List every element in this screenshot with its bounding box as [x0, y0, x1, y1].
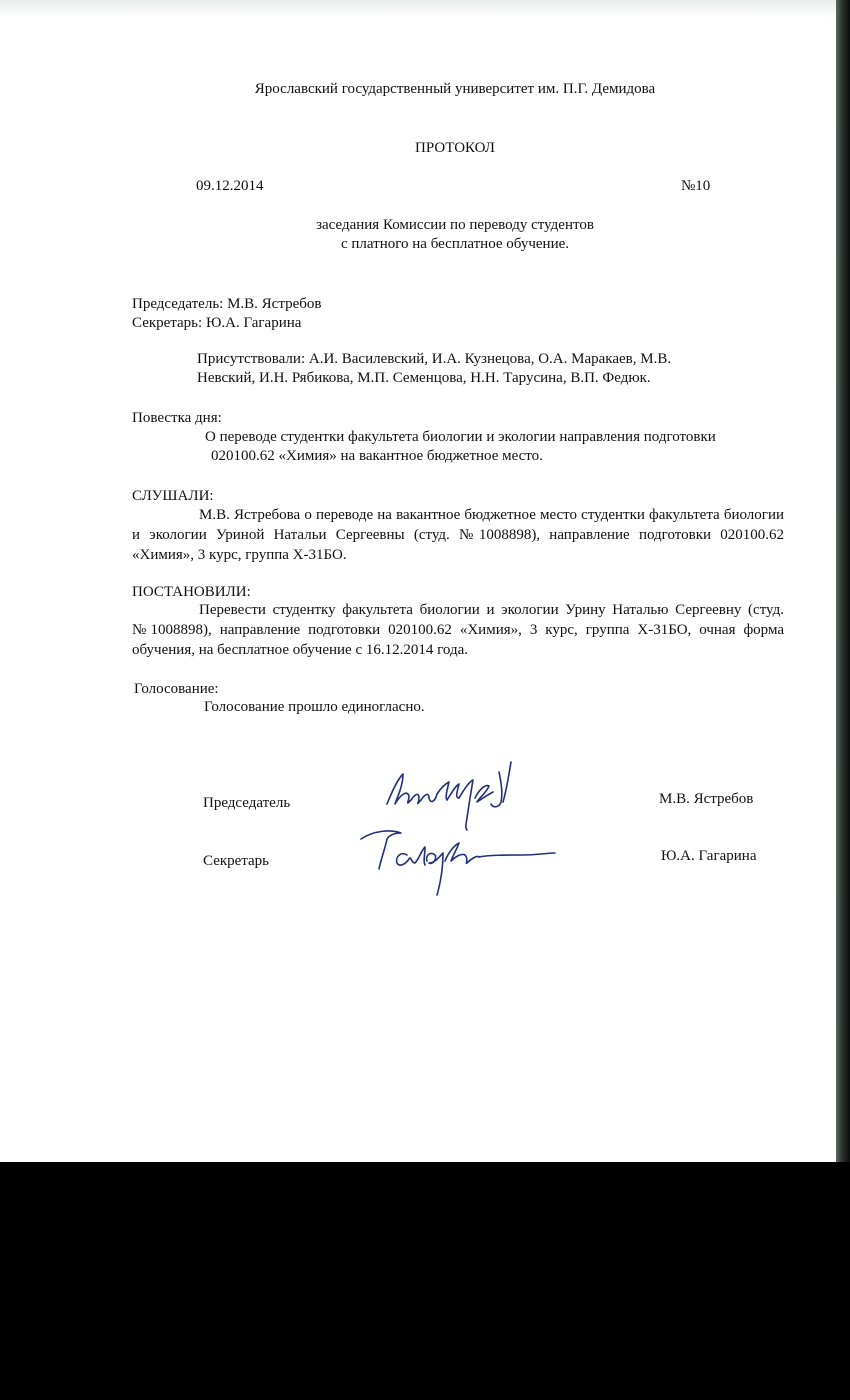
decided-text: Перевести студентку факультета биологии и экологии Урину Наталью Сергеевну (студ. №1008898), направление подготовки 020100.62 «Химия», 3 курс, группа Х-31БО, очная форма обучения, на бесплатное обучение с 16.12.2014 года.: [132, 602, 784, 658]
scan-edge: [836, 0, 850, 1162]
chairman-line: Председатель: М.В. Ястребов: [132, 296, 322, 312]
sign-secretary-label: Секретарь: [203, 853, 270, 869]
subtitle-line-1: заседания Комиссии по переводу студентов: [316, 217, 594, 233]
secretary-signature: [355, 825, 565, 900]
chairman-signature: [375, 758, 535, 833]
subtitle-line-2: с платного на бесплатное обучение.: [340, 236, 570, 252]
attended-line-2: Невский, И.Н. Рябикова, М.П. Семенцова, Н.Н. Тарусина, В.П. Федюк.: [197, 370, 651, 386]
agenda-line-1: О переводе студентки факультета биологии и экологии направления подготовки: [205, 429, 716, 445]
heard-text: М.В. Ястребова о переводе на вакантное бюджетное место студентки факультета биологии и экологии Уриной Натальи Сергеевны (студ. №1008898), направление подготовки 020100.62 «Химия», 3 курс, группа Х-31БО.: [132, 507, 784, 563]
sign-chairman-name: М.В. Ястребов: [659, 791, 754, 807]
university-name: Ярославский государственный университет им. П.Г. Демидова: [254, 81, 656, 97]
scan-shadow: [0, 0, 836, 18]
protocol-number: №10: [681, 178, 711, 194]
protocol-date: 09.12.2014: [196, 178, 264, 194]
voting-heading: Голосование:: [134, 681, 219, 697]
attended-line-1: Присутствовали: А.И. Василевский, И.А. Кузнецова, О.А. Маракаев, М.В.: [197, 351, 672, 367]
agenda-heading: Повестка дня:: [132, 410, 222, 426]
heard-heading: СЛУШАЛИ:: [132, 488, 214, 504]
agenda-line-2: 020100.62 «Химия» на вакантное бюджетное место.: [211, 448, 543, 464]
voting-text: Голосование прошло единогласно.: [204, 699, 425, 715]
decided-heading: ПОСТАНОВИЛИ:: [132, 584, 251, 600]
document-title: ПРОТОКОЛ: [415, 140, 495, 156]
secretary-line: Секретарь: Ю.А. Гагарина: [132, 315, 302, 331]
sign-chairman-label: Председатель: [203, 795, 291, 811]
sign-secretary-name: Ю.А. Гагарина: [661, 848, 757, 864]
